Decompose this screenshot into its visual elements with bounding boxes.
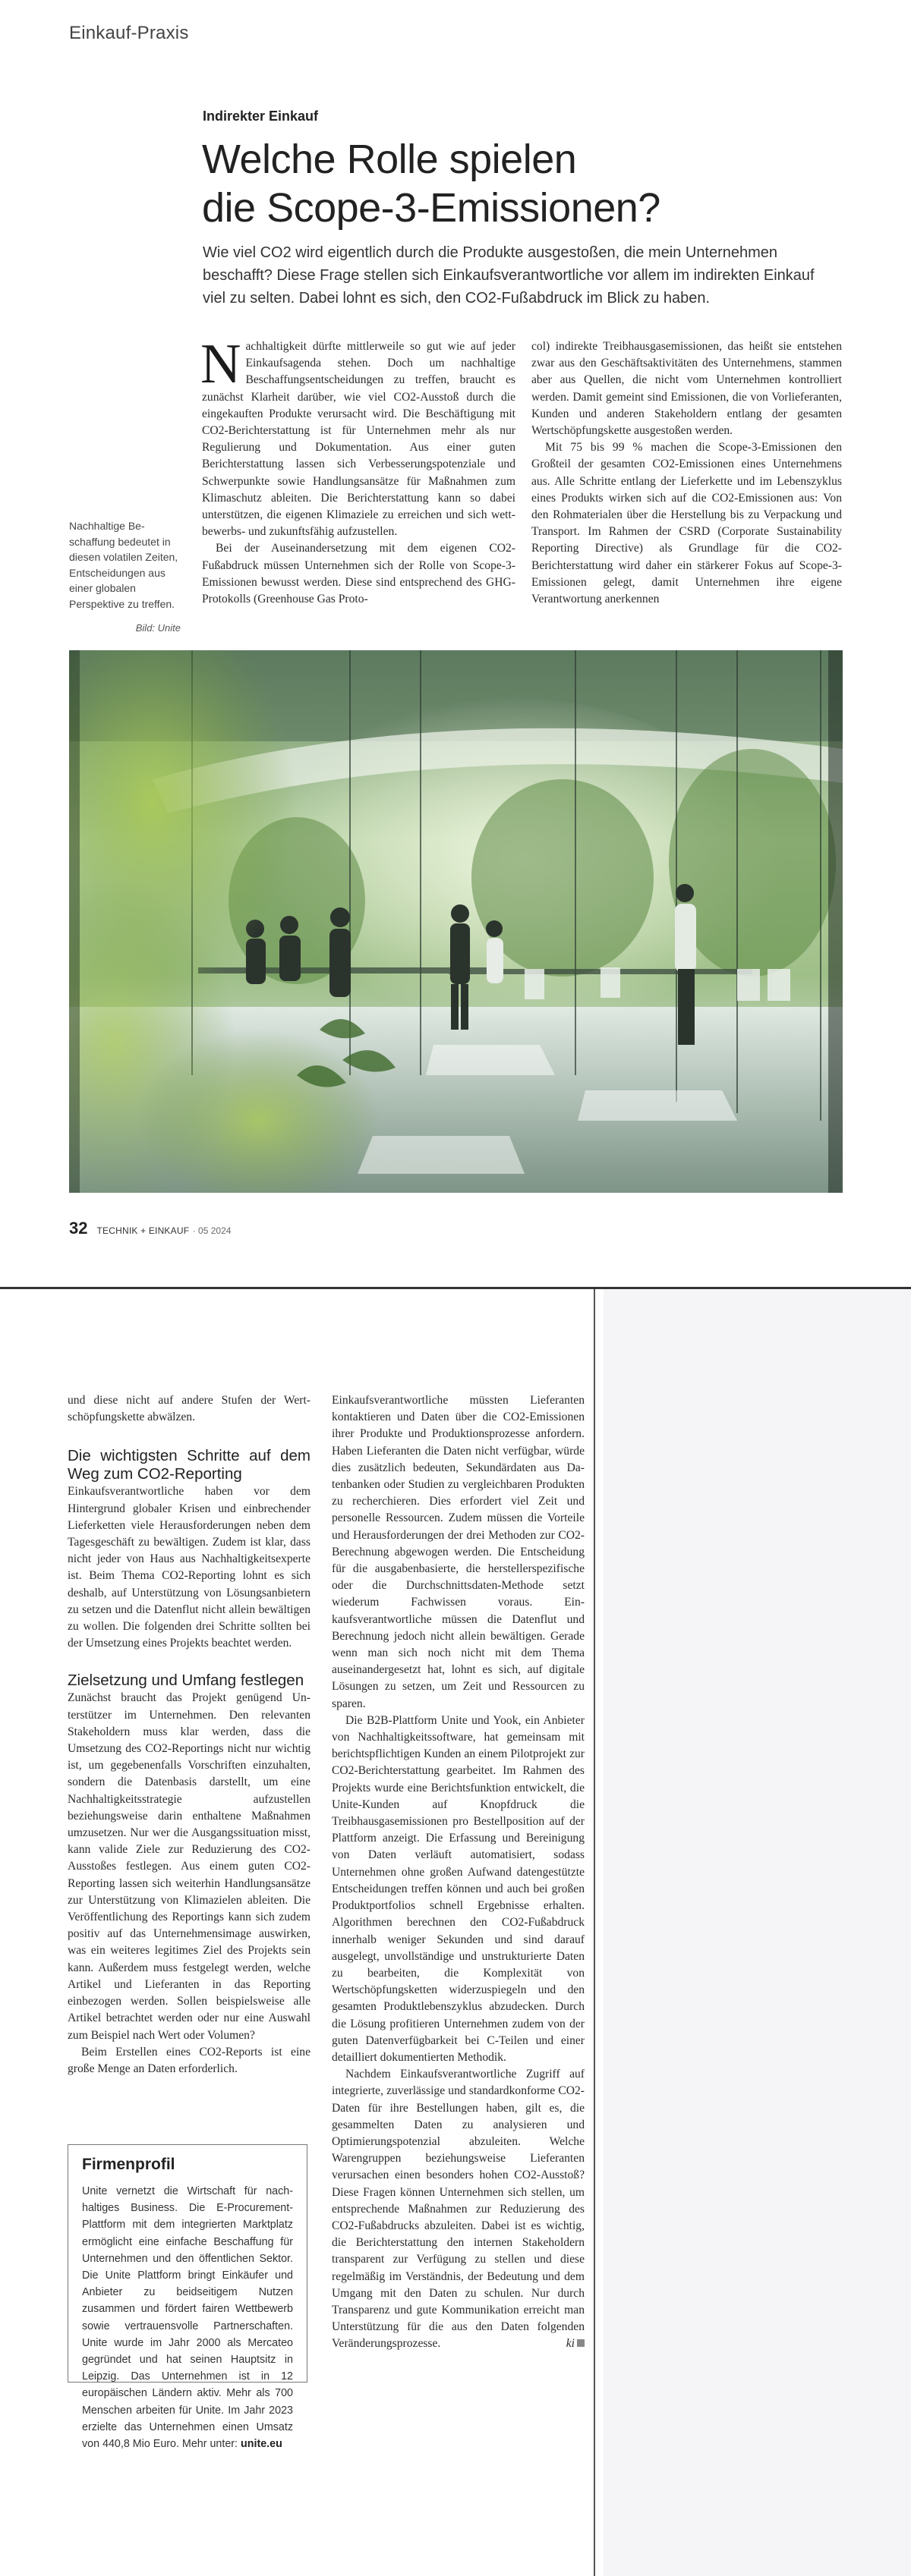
body-paragraph: Die B2B-Plattform Unite und Yook, ein Anbieter von Nachhaltigkeitssoftware, hat gemeinsam mit berichtspflichtigen Kunden an einem Pilotprojekt zur CO2-Berichterstattung gearbeitet. Im Rahmen des Projekts wurde eine Berichtsfunktion entwickelt, die Unite-Kunden auf Knopfdruck die Treibhausgasemissionen pro Bestellposition auf der Plattform anzeigt. Die Erfassung und Bereinigung von Daten verläuft automatisiert, sodass Unternehmen ohne großen Aufwand datengestützte Entscheidungen treffen können und auch bei großen Produktportfolios schnell Ergebnisse erhalten. Algorithmen berechnen den CO2-Fußabdruck innerhalb weniger Sekunden und sind darauf ausgelegt, unvollständige und unstrukturierte Daten zu bearbeiten, die Komplexität von Wertschöpfungsketten widerzuspiegeln und den gesamten Produktlebenszyklus abzudecken. Durch die Lösung profitieren Unternehmen zudem von der guten Datenverfügbarkeit bei C-Teilen und einer detailliert dokumentierten Methodik. bbox=[332, 1713, 585, 2064]
author-initials: ki bbox=[566, 2337, 575, 2351]
subheading: Zielsetzung und Umfang festlegen bbox=[68, 1672, 304, 1690]
profile-body: Unite vernetzt die Wirtschaft für nachhaltiges Business. Die E-Procurement-Plattform mit dem integrierten Marktplatz ermöglicht eine einfache Beschaffung für Unternehmen und den öffentlichen Sektor. Die Unite Plattform bringt Einkäufer und Anbieter zu beidseitigem Nutzen zusammen und fördert fairen Wettbewerb sowie vertrauensvolle Partnerschaften. Unite wurde im Jahr 2000 als Mercateo gegründet und hat seinen Hauptsitz in Leipzig. Das Unternehmen ist in 12 europäischen Ländern aktiv. Mehr als 700 Menschen arbeiten für Unite. Im Jahr 2023 erzielte das Unternehmen einen Umsatz von 440,8 Mio Euro. Mehr unter: bbox=[82, 2185, 293, 2451]
end-square-icon bbox=[577, 2339, 585, 2347]
body-paragraph: Einkaufsverantwortliche haben vor dem Hintergrund globaler Krisen und einbrechender Lieferketten viele Herausforderungen neben dem Tagesgeschäft zu bewältigen. Zudem ist klar, dass nicht jeder von Haus aus Nachhaltigkeitsexperte ist. Beim Thema CO2-Reporting lohnt es sich deshalb, auf Unterstützung von Lösungsanbietern zu setzen und die Datenflut nicht allein bewältigen zu wollen. Die folgenden drei Schritte sollten bei der Umsetzung eines Projekts beachtet werden. bbox=[68, 1485, 310, 1650]
body-paragraph: Einkaufsverantwortliche müssten Lieferanten kontaktieren und Daten über die CO2-Emissionen ihrer Produkte und Produktionsprozesse anfordern. Haben Lieferanten die Daten nicht verfügbar, würde dies zusätzlich bedeuten, Sekundärdaten aus Datenbanken oder Studien zu vergleichbaren Produkten zu recherchieren. Dies erfordert viel Zeit und personelle Ressourcen. Zudem müssen die Vorteile und Herausforderungen der drei Methoden zur CO2-Berechnung abgewogen werden. Die Entscheidung für die ausgabenbasierte, die herstellerspezifische oder die Durchschnittsdaten-Methode setzt wiederum Fachwissen voraus. Einkaufsverantwortliche müssen die Datenflut und Berechnung jedoch nicht allein bewältigen. Gerade wenn man sich noch nicht mit dem Thema auseinandergesetzt hat, lohnt es sich, auf digitale Lösungen zu setzen, um Zeit und Ressourcen zu sparen. bbox=[332, 1394, 585, 1710]
body-paragraph: Beim Erstellen eines CO2-Reports ist eine große Menge an Daten erforderlich. bbox=[68, 2045, 310, 2075]
body-paragraph bbox=[332, 2066, 585, 2352]
company-profile-box bbox=[68, 2144, 307, 2451]
body-paragraph: und diese nicht auf andere Stufen der Wertschöpfungskette abwälzen. bbox=[68, 1394, 310, 1424]
page-number: 32 bbox=[69, 1219, 88, 1238]
footer-publication bbox=[96, 1224, 231, 1238]
body-column-2 bbox=[531, 338, 842, 608]
company-website-link[interactable]: unite.eu bbox=[241, 2438, 282, 2451]
article-photo bbox=[69, 650, 843, 1193]
body-paragraph: Bei der Auseinandersetzung mit dem eigenen CO2-Fußabdruck müssen Unternehmen sich der Rolle von Scope-3-Emissionen bewusst werden. Diese sind entsprechend des GHG-Protokolls (Greenhouse Gas Proto- bbox=[202, 542, 515, 606]
headline-line-1: Welche Rolle spielen bbox=[202, 137, 577, 182]
magazine-page-33 bbox=[0, 1289, 911, 2576]
author-endmark bbox=[553, 2335, 585, 2352]
drop-cap: N bbox=[200, 333, 241, 395]
headline-line-2: die Scope-3-Emissionen? bbox=[202, 185, 660, 231]
body-paragraph: col) indirekte Treibhausgasemissionen, das heißt sie entstehen zwar aus den Geschäftsaktivitäten des Unternehmens, stammen aber aus Quellen, die nicht vom Unternehmen kontrolliert werden. Damit gemeint sind Emissionen, die von Vorlieferanten, Kunden und anderen Stakeholdern entlang der gesamten Wertschöpfungskette ausgestoßen werden. bbox=[531, 340, 842, 438]
image-caption: Nachhaltige Beschaffung bedeutet in diesen volatilen Zeiten, Entscheidungen aus einer globalen Perspektive zu treffen. bbox=[69, 520, 178, 610]
page-footer bbox=[69, 1219, 231, 1238]
section-label: Einkauf-Praxis bbox=[69, 23, 189, 43]
office-plants-photo-illustration bbox=[69, 650, 843, 1193]
magazine-name: TECHNIK + EINKAUF bbox=[96, 1225, 190, 1236]
body-paragraph: Zunächst braucht das Projekt genügend Unterstützer im Unternehmen. Den relevanten Stakeholdern muss klar werden, dass die Umsetzung des CO2-Reportings nicht nur wichtig ist, um gegebenenfalls Vorschriften einzuhalten, sondern die Datenbasis darstellt, um eine Nachhaltigkeitsstrategie aufzustellen beziehungsweise darin enthaltene Maßnahmen umzusetzen. Nur wer die Ausgangssituation misst, kann valide Ziele zur Reduzierung des CO2-Ausstoßes festlegen. Aus einem guten CO2-Reporting lassen sich weiterhin Handlungsansätze zur Unterstützung von Klimazielen ableiten. Die Veröffentlichung des Reportings kann sich zudem positiv auf das Unternehmensimage auswirken, was ein weiteres legitimes Ziel des Projekts sein kann. Außerdem muss festgelegt werden, welche Artikel und Lieferanten in das Reporting einbezogen werden. Sollen beispielsweise alle Artikel betrachtet werden oder nur eine Auswahl zum Beispiel nach Wert oder Volumen? bbox=[68, 1691, 310, 2042]
body-column-4 bbox=[332, 1392, 585, 2353]
paragraph-text: Nachdem Einkaufsverantwortliche Zugriff auf integrierte, zuverlässige und standardkonforme CO2-Daten für ihre Bestellungen haben, gilt es, die gesammelten Daten zu analysieren und Optimierungspotenzial abzuleiten. Welche Warengruppen beziehungsweise Lieferanten verursachen einen besonders hohen CO2-Ausstoß? Diese Fragen können Unternehmen sich stellen, um entsprechende Maßnahmen zur Reduzierung des CO2-Fußabdrucks abzuleiten. Dabei ist es wichtig, die Berichterstattung den internen Stakeholdern transparent zur Verfügung zu stellen und diese regelmäßig im Verständnis, der Bedeutung und dem Umgang mit den Daten zu schulen. Nur durch Transparenz und gute Kommunikation erreicht man Unterstützung für die aus den Daten folgenden Veränderungsprozesse. bbox=[332, 2068, 585, 2351]
body-paragraph bbox=[200, 333, 515, 540]
paragraph-text: achhaltigkeit dürfte mittlerweile so gut wie auf jeder Einkaufsagenda stehen. Doch um nachhaltige Beschaffungsentscheidungen zu treffen, braucht es zunächst Klarheit darüber, wie viel CO2-Ausstoß durch die eingekauften Produkte verursacht wird. Die Beschäftigung mit CO2-Berichterstattung ist für Unternehmen mehr als nur Regulierung und Dokumentation. Aus einer guten Berichterstattung lassen sich Verbesserungspotenziale und Schwerpunkte sowie Handlungsansätze für Maßnahmen zum Klimaschutz ableiten. Die Berichterstattung kann so dabei unterstützen, die eigenen Klimaziele zu erreichen und sich wettbewerbs- und zukunftsfähig aufzustellen. bbox=[202, 340, 515, 539]
article-kicker: Indirekter Einkauf bbox=[203, 109, 319, 124]
profile-title: Firmenprofil bbox=[82, 2156, 175, 2173]
article-teaser: Wie viel CO2 wird eigentlich durch die Produkte ausgestoßen, die mein Unternehmen beschafft? Diese Frage stellen sich Einkaufsverantwortliche vor allem im indirekten Einkauf viel zu selten. Dabei lohnt es sich, den CO2-Fußabdruck im Blick zu haben. bbox=[203, 244, 815, 307]
body-paragraph: Mit 75 bis 99 % machen die Scope-3-Emissionen den Großteil der gesamten CO2-Emissionen eines Unternehmens aus. Alle Schritte entlang der Lieferkette und im Lebenszyklus eines Produkts wirken sich auf die CO2-Emissionen aus: Von den Rohmaterialen über die Herstellung bis zu Verpackung und Transport. Im Rahmen der CSRD (Corporate Sustainability Reporting Directive) als Grundlage für die CO2-Berichterstattung wird daher ein stärkerer Fokus auf Scope-3-Emissionen gelegt, damit Unternehmen ihre eigene Verantwortung anerkennen bbox=[531, 441, 842, 606]
empty-side-panel bbox=[604, 1289, 911, 2576]
subheading: Die wichtigsten Schritte auf dem Weg zum CO2-Reporting bbox=[68, 1447, 310, 1483]
issue-date: · 05 2024 bbox=[192, 1225, 232, 1236]
page-divider bbox=[594, 1289, 595, 2576]
image-credit: Bild: Unite bbox=[135, 622, 181, 634]
profile-text bbox=[82, 2183, 293, 2452]
article-headline bbox=[202, 135, 809, 232]
body-column-3 bbox=[68, 1392, 310, 2077]
body-column-1 bbox=[200, 333, 515, 608]
